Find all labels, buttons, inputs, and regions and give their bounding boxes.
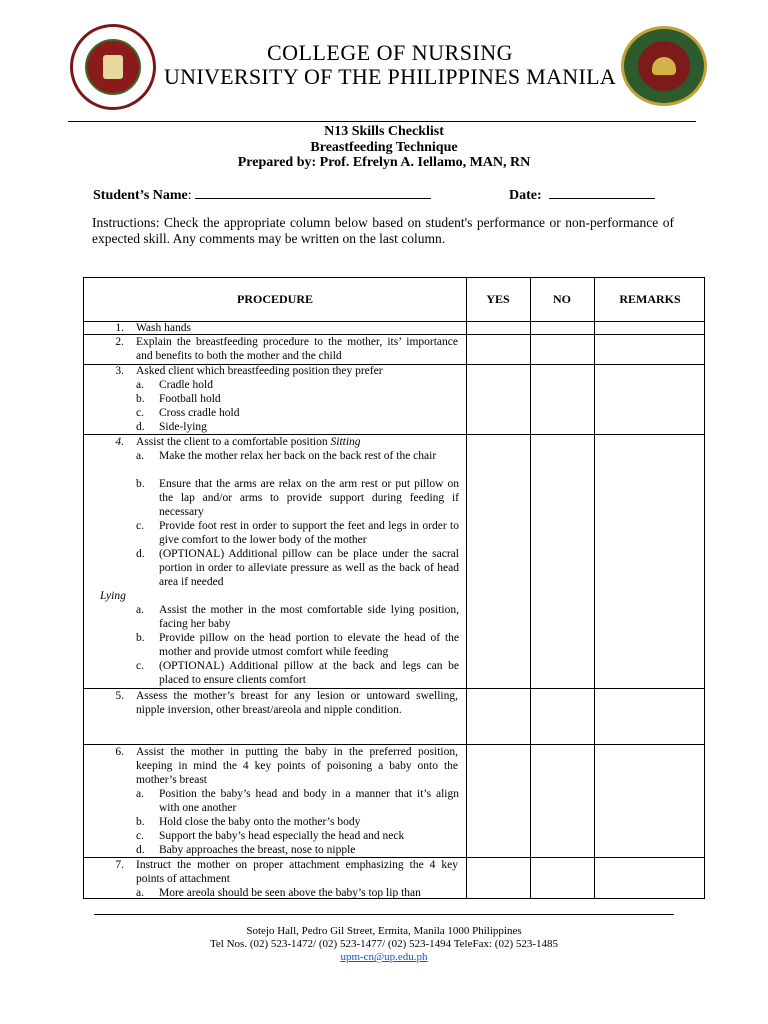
header-procedure: PROCEDURE [236,292,313,306]
sub-item: Position the baby’s head and body in a manner that it’s align with one another [159,788,459,814]
header-remarks: REMARKS [619,292,681,306]
prepared-by: Prepared by: Prof. Efrelyn A. Iellamo, MAN, RN [237,155,531,170]
procedure-text: Instruct the mother on proper attachment emphasizing the 4 key points of attachment [136,859,458,885]
up-seal-logo [70,24,156,110]
sub-item: Support the baby’s head especially the head and neck [159,830,405,842]
sub-item: Make the mother relax her back on the back rest of the chair [159,450,437,462]
sub-item: Side-lying [159,421,207,433]
instructions: Instructions: Check the appropriate column below based on student's performance or non-performance of expected skill. Any comments may be written on the last column. [92,215,674,246]
procedure-text: Assist the mother in putting the baby in the preferred position, keeping in mind the 4 key points of poisoning a baby onto the mother’s breast [136,746,458,786]
checklist-title: N13 Skills Checklist [324,124,444,139]
footer-address: Sotejo Hall, Pedro Gil Street, Ermita, Manila 1000 Philippines [246,925,522,937]
skills-checklist-table: PROCEDURE YES NO REMARKS 1. Wash hands 2. Explain the breastfeeding procedure to the mother, its’ importance and benefits to both the mother and the child 3. Asked client which breastfeeding position they prefer a. Cradle hold b. Football hold c. Cross cradle hold d. Side-lying 4. Assist the client to a comfortable position Sitting a. Make the mother relax her back on the back rest of the chair b. Ensure that the arms are relax on the arm rest or put pillow on the lap and/or arms to provide support during feeding if necessary c. Provide foot rest in order to support the feet and legs in order to give comfort to the lower body of the mother d. (OPTIONAL) Additional pillow can be place under the sacral portion in order to alleviate pressure as well as the back of head area if needed Lying a. Assist the mother in the most comfortable side lying position, facing her baby b. Provide pillow on the head portion to elevate the head of the mother and provide utmost comfort while feeding c. (OPTIONAL) Additional pillow at the back and legs can be placed to ensure clients comfort 5. Assess the mother’s breast for any lesion or untoward swelling, nipple inversion, other breast/areola and nipple condition. 6. Assist the mother in putting the baby in the preferred position, keeping in mind the 4 key points of poisoning a baby onto the mother’s breast a. Position the baby’s head and body in a manner that it’s align with one another b. Hold close the baby onto the mother’s body c. Support the baby’s head especially the head and neck d. Baby approaches the breast, nose to nipple 7. Instruct the mother on proper attachment emphasizing the 4 key points of attachment a. More areola should be seen above the baby’s top lip than [83,277,705,899]
sub-item: Assist the mother in the most comfortable side lying position, facing her baby [159,604,459,630]
student-name-field[interactable]: Student’s Name: [93,186,431,204]
procedure-text: Asked client which breastfeeding position they prefer [136,365,383,377]
header-divider [68,121,696,122]
date-label: Date: [509,188,542,203]
header-yes: YES [486,292,510,306]
sub-item: Provide pillow on the head portion to elevate the head of the mother and provide utmost comfort while feeding [159,632,459,658]
sub-item: Ensure that the arms are relax on the arm rest or put pillow on the lap and/or arms to provide support during feeding if necessary [159,478,459,518]
date-blank[interactable] [549,186,655,199]
college-name: COLLEGE OF NURSING [266,40,514,65]
footer-phones: Tel Nos. (02) 523-1472/ (02) 523-1477/ (02) 523-1494 TeleFax: (02) 523-1485 [209,938,559,950]
sub-item: Provide foot rest in order to support the feet and legs in order to give comfort to the lower body of the mother [159,520,459,546]
footer-divider [94,914,674,915]
sub-item: Baby approaches the breast, nose to nipple [159,844,356,856]
sub-item: (OPTIONAL) Additional pillow at the back and legs can be placed to ensure clients comfort [159,660,459,686]
sub-item: Cradle hold [159,379,213,391]
college-of-nursing-logo [621,26,707,106]
lying-label: Lying [100,590,126,602]
procedure-text: Wash hands [136,322,191,334]
sub-item: Football hold [159,393,221,405]
sub-item: Hold close the baby onto the mother’s body [159,816,361,828]
sub-item: More areola should be seen above the baby’s top lip than [159,887,421,899]
procedure-text: Assist the client to a comfortable position Sitting [136,436,361,448]
sub-item: (OPTIONAL) Additional pillow can be place under the sacral portion in order to alleviate pressure as well as the back of head area if needed [159,548,459,588]
email-link[interactable]: upm-cn@up.edu.ph [340,951,428,963]
procedure-text: Assess the mother’s breast for any lesion or untoward swelling, nipple inversion, other breast/areola and nipple condition. [136,690,458,716]
header-no: NO [553,292,571,306]
student-name-blank[interactable] [195,186,431,199]
student-name-label: Student’s Name [93,188,188,203]
checklist-subtitle: Breastfeeding Technique [310,140,458,155]
sub-item: Cross cradle hold [159,407,240,419]
procedure-text: Explain the breastfeeding procedure to the mother, its’ importance and benefits to both the mother and the child [136,336,458,362]
date-field[interactable] [509,186,655,204]
university-name: UNIVERSITY OF THE PHILIPPINES MANILA [163,64,617,89]
